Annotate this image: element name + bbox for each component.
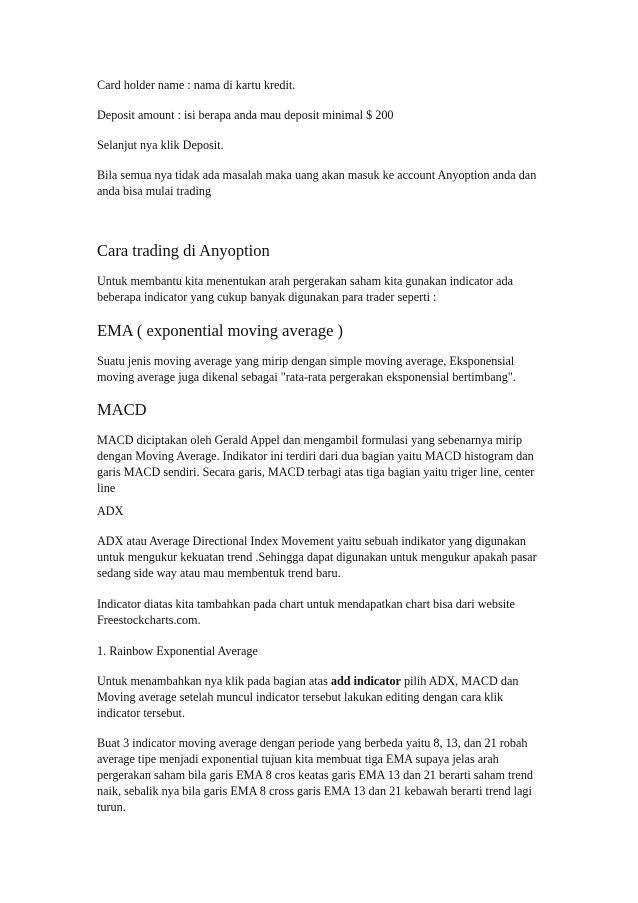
adx-paragraph: ADX atau Average Directional Index Movement yaitu sebuah indikator yang digunakan untuk mengukur kekuatan trend .Sehingga dapat digunakan untuk mengukur apakah pasar sedang side way atau mau membentuk trend baru. xyxy=(97,534,537,580)
untuk-menambahkan-pre: Untuk menambahkan nya klik pada bagian atas xyxy=(97,674,331,688)
indicator-diatas-paragraph: Indicator diatas kita tambahkan pada chart untuk mendapatkan chart bisa dari website Freestockcharts.com. xyxy=(97,597,515,627)
heading-ema: EMA ( exponential moving average ) xyxy=(97,321,344,340)
untuk-menambahkan-post: pilih ADX, MACD dan Moving average setelah muncul indicator tersebut lakukan editing dengan cara klik indicator tersebut. xyxy=(97,674,519,720)
selanjut-paragraph: Selanjut nya klik Deposit. xyxy=(97,138,224,152)
ema-paragraph: Suatu jenis moving average yang mirip dengan simple moving average, Eksponensial moving average juga dikenal sebagai "rata-rata pergerakan eksponensial bertimbang". xyxy=(97,354,516,384)
adx-label: ADX xyxy=(97,504,124,518)
macd-paragraph: MACD diciptakan oleh Gerald Appel dan mengambil formulasi yang sebenarnya mirip dengan Moving Average. Indikator ini terdiri dari dua bagian yaitu MACD histogram dan garis MACD sendiri. Secara garis, MACD terbagi atas tiga bagian yaitu triger line, center line xyxy=(97,433,535,495)
add-indicator-bold: add indicator xyxy=(330,674,401,688)
bila-semua-paragraph: Bila semua nya tidak ada masalah maka uang akan masuk ke account Anyoption anda dan anda bisa mulai trading xyxy=(97,168,537,198)
card-holder-paragraph: Card holder name : nama di kartu kredit. xyxy=(97,78,296,92)
heading-cara-trading: Cara trading di Anyoption xyxy=(97,241,270,260)
rainbow-heading: 1. Rainbow Exponential Average xyxy=(97,644,258,658)
buat-3-paragraph: Buat 3 indicator moving average dengan periode yang berbeda yaitu 8, 13, dan 21 robah average tipe menjadi exponential tujuan kita membuat tiga EMA supaya jelas arah pergerakan saham bila garis EMA 8 cros keatas garis EMA 13 dan 21 berarti saham trend naik, sebalik nya bila garis EMA 8 cross garis EMA 13 dan 21 kebawah berarti trend lagi turun. xyxy=(97,736,534,814)
untuk-menambahkan-paragraph xyxy=(97,673,545,721)
untuk-membantu-paragraph: Untuk membantu kita menentukan arah pergerakan saham kita gunakan indicator ada beberapa indicator yang cukup banyak digunakan para trader seperti : xyxy=(97,274,514,304)
deposit-amount-paragraph: Deposit amount : isi berapa anda mau deposit minimal $ 200 xyxy=(97,108,394,122)
heading-macd: MACD xyxy=(97,400,147,419)
